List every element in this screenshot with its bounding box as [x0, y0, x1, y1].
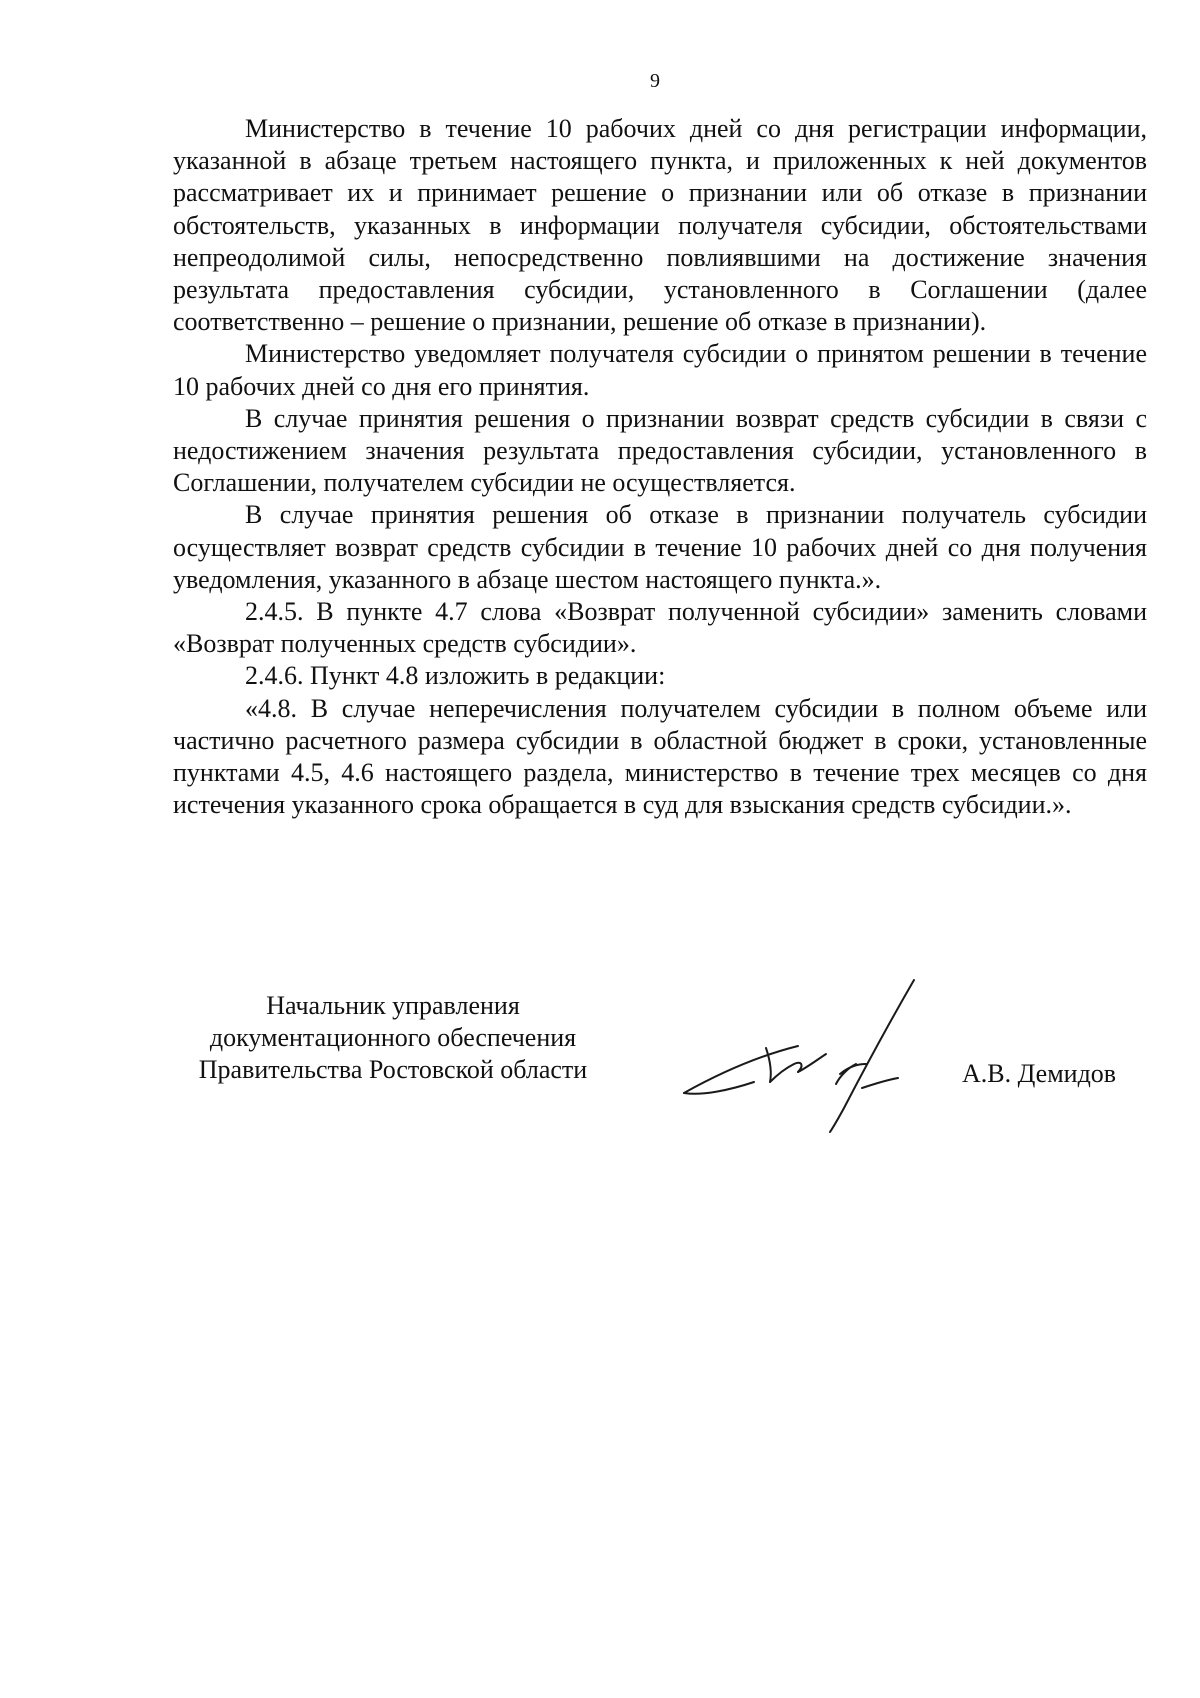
- page-number: 9: [650, 70, 660, 92]
- position-line: Правительства Ростовской области: [198, 1055, 588, 1084]
- paragraph-notification: Министерство уведомляет получателя субсидии о принятом решении в течение 10 рабочих дней со дня его принятия.: [173, 339, 1147, 401]
- paragraph-refusal: В случае принятия решения об отказе в признании получатель субсидии осуществляет возврат средств субсидии в течение 10 рабочих дней со дня получения уведомления, указанного в абзаце шестом настоящего пункта.».: [173, 500, 1147, 594]
- paragraph-recognition: В случае принятия решения о признании возврат средств субсидии в связи с недостижением значения результата предоставления субсидии, установленного в Соглашении, получателем субсидии не осуществляется.: [173, 403, 1147, 498]
- paragraph-2-4-6: 2.4.6. Пункт 4.8 изложить в редакции:: [245, 661, 666, 691]
- signature-icon: [678, 978, 958, 1138]
- signatory-position: [173, 990, 613, 1086]
- paragraph-4-8: «4.8. В случае неперечисления получателем субсидии в полном объеме или частично расчетного размера субсидии в областной бюджет в сроки, установленные пунктами 4.5, 4.6 настоящего раздела, министерство в течение трех месяцев со дня истечения указанного срока обращается в суд для взыскания средств субсидии.».: [173, 693, 1147, 820]
- document-body: [173, 113, 1147, 821]
- paragraph-decision-review: Министерство в течение 10 рабочих дней со дня регистрации информации, указанной в абзаце третьем настоящего пункта, и приложенных к ней документов рассматривает их и принимает решение о признании или об отказе в признании обстоятельств, указанных в информации получателя субсидии, обстоятельствами непреодолимой силы, непосредственно повлиявшими на достижение значения результата предоставления субсидии, установленного в Соглашении (далее соответственно – решение о признании, решение об отказе в признании).: [173, 114, 1147, 337]
- position-line: документационного обеспечения: [209, 1023, 577, 1052]
- position-line: Начальник управления: [266, 991, 520, 1020]
- signatory-name: А.В. Демидов: [962, 1059, 1117, 1088]
- paragraph-2-4-5: 2.4.5. В пункте 4.7 слова «Возврат полученной субсидии» заменить словами «Возврат полученных средств субсидии».: [173, 597, 1147, 659]
